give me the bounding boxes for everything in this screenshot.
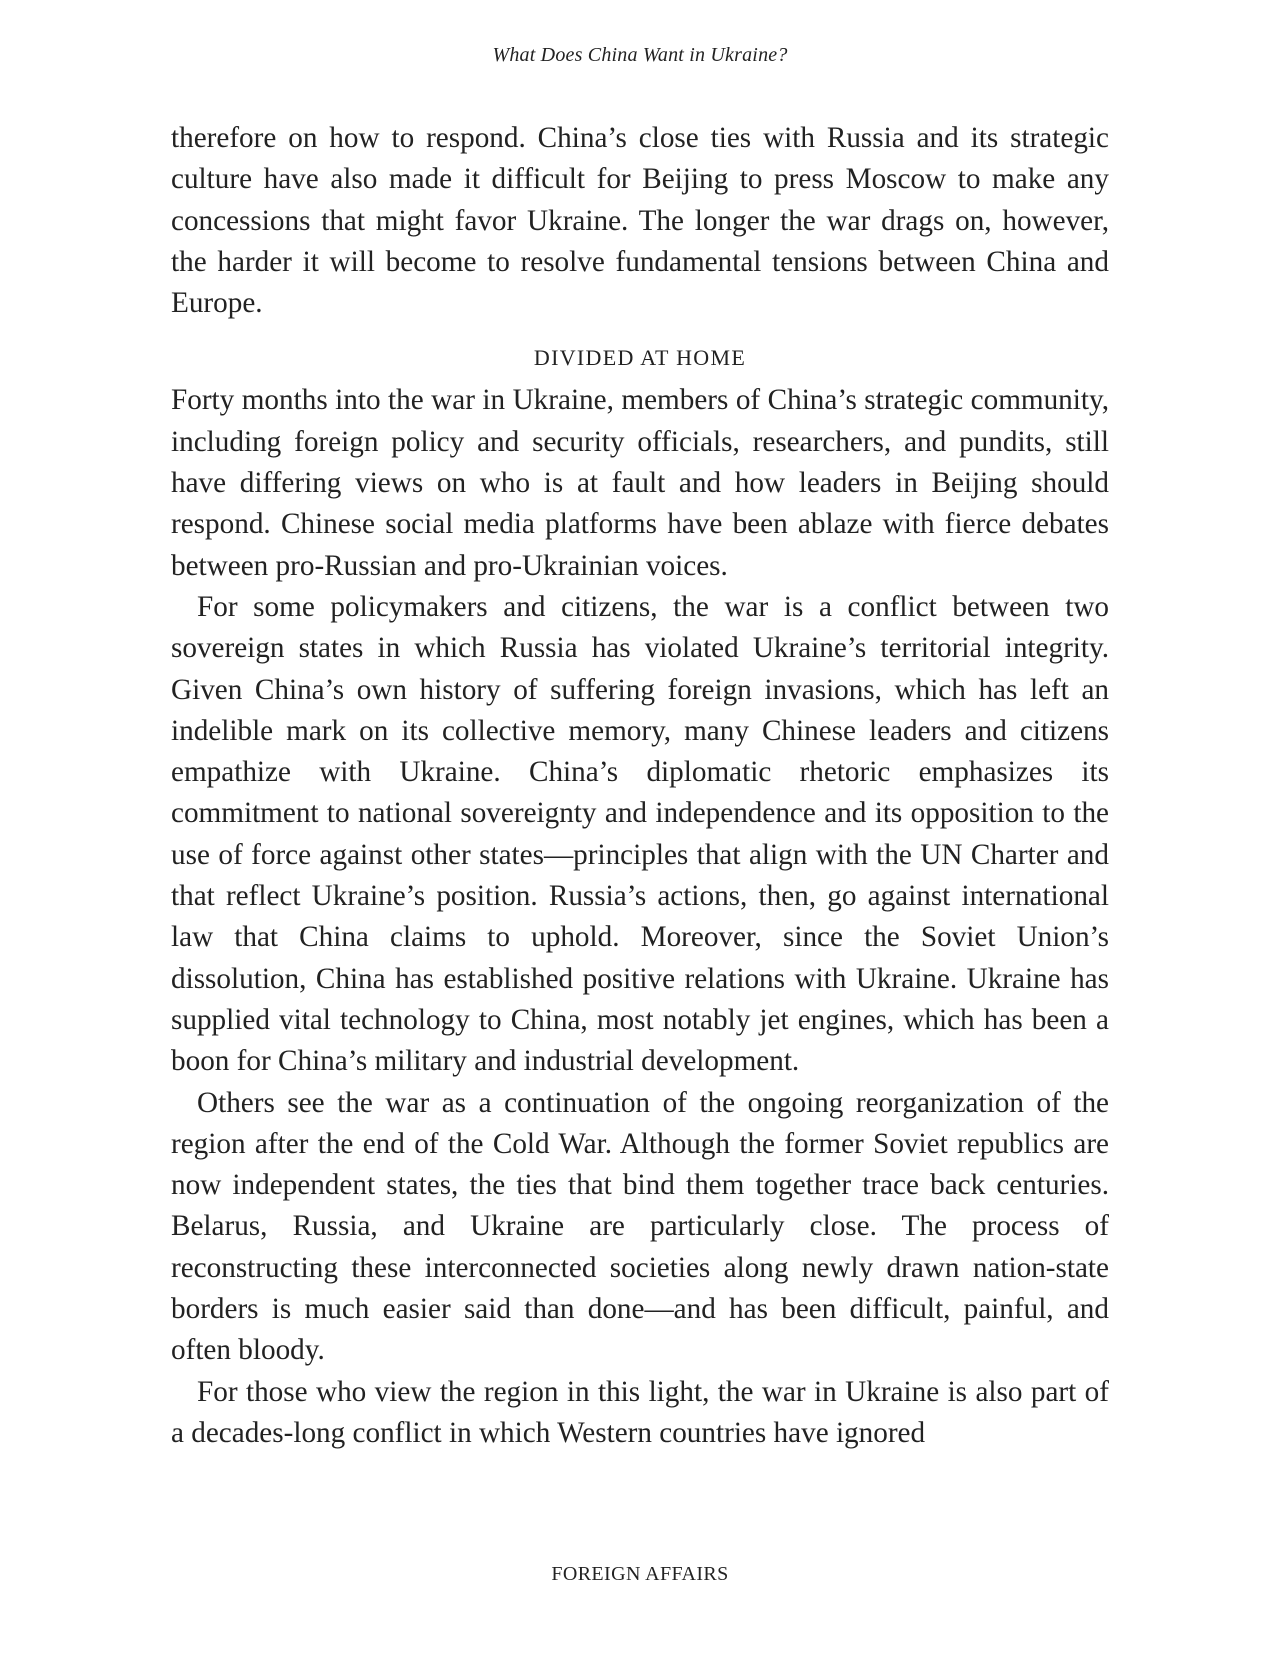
paragraph: For those who view the region in this light, the war in Ukraine is also part of a decades-long conflict in which Western countries have ignored — [171, 1375, 1109, 1449]
article-body — [171, 118, 1109, 1454]
paragraph: For some policymakers and citizens, the war is a conflict between two sovereign states in which Russia has violated Ukraine’s territorial integrity. Given China’s own history of suffering foreign invasions, which has left an indelible mark on its collective memory, many Chinese leaders and citizens empathize with Ukraine. China’s diplomatic rhetoric emphasizes its commitment to national sovereignty and independence and its opposition to the use of force against other states—principles that align with the UN Charter and that reflect Ukraine’s position. Russia’s actions, then, go against international law that China claims to uphold. Moreover, since the Soviet Union’s dissolution, China has established positive relations with Ukraine. Ukraine has supplied vital technology to China, most notably jet engines, which has been a boon for China’s military and industrial development. — [171, 590, 1109, 1078]
footer-publication-name: FOREIGN AFFAIRS — [551, 1563, 729, 1585]
section-heading: DIVIDED AT HOME — [533, 345, 747, 371]
paragraph-continuation: therefore on how to respond. China’s close ties with Russia and its strategic culture have also made it difficult for Beijing to press Moscow to make any concessions that might favor Ukraine. The longer the war drags on, however, the harder it will become to resolve fundamental tensions between China and Europe. — [171, 122, 1109, 320]
paragraph: Forty months into the war in Ukraine, members of China’s strategic community, including foreign policy and security officials, researchers, and pundits, still have differing views on who is at fault and how leaders in Beijing should respond. Chinese social media platforms have been ablaze with fierce debates between pro-Russian and pro-Ukrainian voices. — [171, 384, 1109, 582]
running-header-title: What Does China Want in Ukraine? — [492, 44, 788, 66]
paragraph: Others see the war as a continuation of the ongoing reorganization of the region after the end of the Cold War. Although the former Soviet republics are now independent states, the ties that bind them together trace back centuries. Belarus, Russia, and Ukraine are particularly close. The process of reconstructing these interconnected societies along newly drawn nation-state borders is much easier said than done—and has been difficult, painful, and often bloody. — [171, 1086, 1109, 1367]
